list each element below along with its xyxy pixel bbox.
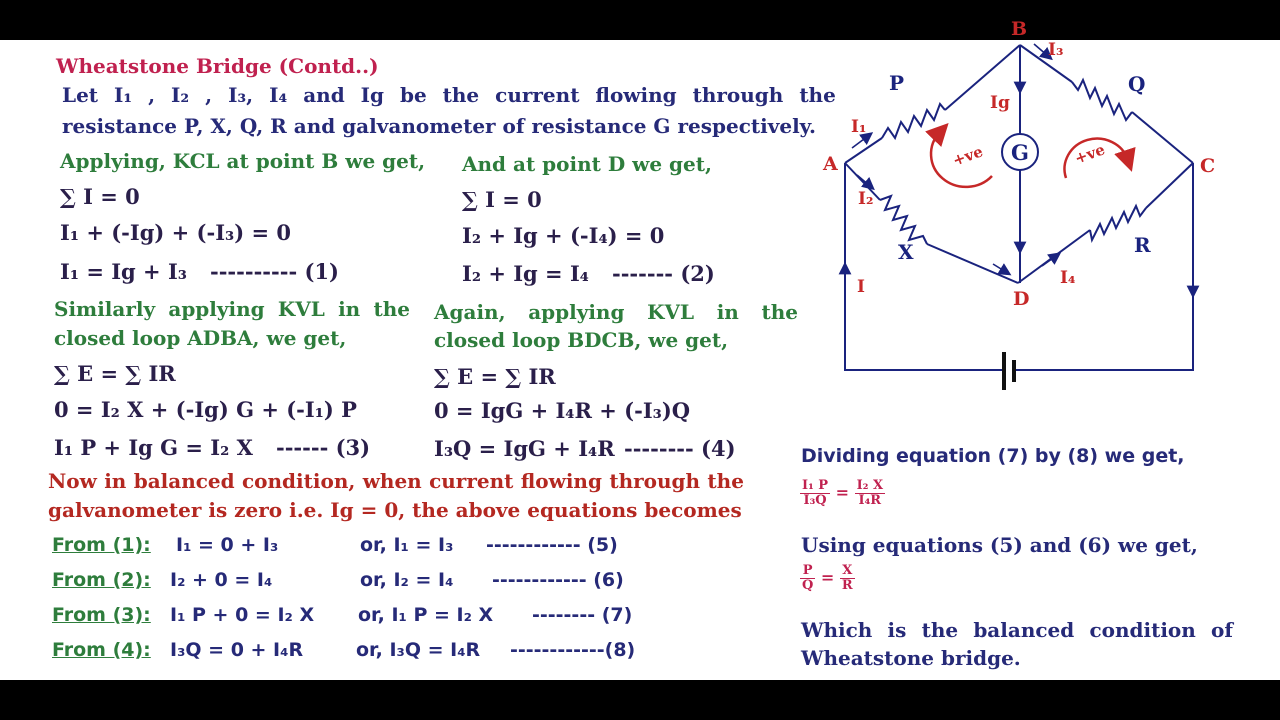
res-x-label: X bbox=[898, 240, 914, 264]
from-eq-2: I₂ + 0 = I₄ bbox=[170, 569, 273, 591]
which-line-2: Wheatstone bridge. bbox=[801, 646, 1021, 670]
balanced-word: Now bbox=[48, 469, 97, 493]
ratio-2-equals: = bbox=[820, 568, 835, 588]
kcl-b-heading: Applying, KCL at point B we get, bbox=[60, 149, 426, 173]
balanced-word: balanced bbox=[133, 469, 235, 493]
heading-word: the bbox=[373, 297, 410, 321]
i3-label: I₃ bbox=[1048, 40, 1064, 60]
left-loop-label: +ve bbox=[950, 142, 986, 170]
which-word: Which bbox=[801, 618, 873, 642]
ratio-2 bbox=[800, 564, 855, 592]
xd-arrow bbox=[993, 264, 1006, 272]
eq-tag-4: -------- (4) bbox=[624, 436, 736, 461]
balanced-word: through bbox=[609, 469, 701, 493]
node-d-label: D bbox=[1013, 288, 1030, 310]
using-text: Using equations (5) and (6) we get, bbox=[801, 533, 1198, 557]
res-q-label: Q bbox=[1128, 72, 1146, 96]
slide bbox=[0, 18, 1280, 680]
ratio-1-num-right: I₂ X bbox=[856, 478, 884, 493]
intro-word: Ig bbox=[360, 83, 384, 107]
node-b-label: B bbox=[1011, 18, 1028, 40]
wire-rc bbox=[1146, 163, 1193, 208]
resistor-q bbox=[1072, 80, 1132, 120]
heading-word: Similarly bbox=[54, 297, 156, 321]
wire-xd bbox=[927, 244, 1018, 283]
galvanometer-label: G bbox=[1011, 140, 1029, 165]
heading-word: the bbox=[761, 300, 798, 324]
intro-word: and bbox=[303, 83, 345, 107]
kvl-bdcb-result: I₃Q = IgG + I₄R bbox=[434, 436, 615, 461]
i4-arrow bbox=[1042, 256, 1056, 266]
from-or-4: or, I₃Q = I₄R bbox=[356, 639, 481, 661]
kcl-b-sum: ∑ I = 0 bbox=[60, 184, 140, 209]
heading-word: applying bbox=[168, 297, 265, 321]
balanced-word: in bbox=[104, 469, 127, 493]
kvl-bdcb-sum: ∑ E = ∑ IR bbox=[434, 364, 556, 389]
from-or-1: or, I₁ = I₃ bbox=[360, 534, 454, 556]
from-or-2: or, I₂ = I₄ bbox=[360, 569, 454, 591]
ratio-1-num-left: I₁ P bbox=[802, 478, 829, 493]
i1-arrow bbox=[852, 136, 868, 148]
kvl-adba-result: I₁ P + Ig G = I₂ X bbox=[54, 435, 253, 460]
kcl-d-equation: I₂ + Ig + (-I₄) = 0 bbox=[462, 223, 665, 248]
intro-word: Let bbox=[62, 83, 99, 107]
from-label-2: From (2): bbox=[52, 569, 151, 591]
balanced-word: when bbox=[362, 469, 422, 493]
eq-tag-5: ------------ (5) bbox=[486, 534, 618, 556]
eq-tag-6: ------------ (6) bbox=[492, 569, 624, 591]
i2-label: I₂ bbox=[858, 189, 874, 209]
i3-arrow bbox=[1034, 44, 1048, 56]
intro-word: I₁ bbox=[114, 83, 133, 107]
ratio-2-num-right: X bbox=[840, 564, 855, 579]
which-word: of bbox=[1211, 618, 1233, 642]
heading-word: in bbox=[338, 297, 361, 321]
kvl-adba-sum: ∑ E = ∑ IR bbox=[54, 361, 176, 386]
intro-word: I₂ bbox=[171, 83, 190, 107]
right-loop-label: +ve bbox=[1072, 140, 1108, 168]
eq-tag-1: ---------- (1) bbox=[210, 259, 339, 284]
i-label: I bbox=[857, 277, 865, 297]
intro-line-2: resistance P, X, Q, R and galvanometer of resistance G respectively. bbox=[62, 114, 816, 138]
intro-word: the bbox=[442, 83, 480, 107]
kvl-bdcb-equation: 0 = IgG + I₄R + (-I₃)Q bbox=[434, 398, 691, 423]
kvl-adba-equation: 0 = I₂ X + (-Ig) G + (-I₁) P bbox=[54, 397, 357, 422]
resistor-x bbox=[880, 196, 927, 244]
heading-word: in bbox=[716, 300, 739, 324]
eq-tag-7: -------- (7) bbox=[532, 604, 633, 626]
ratio-2-num-left: P bbox=[800, 564, 815, 579]
i4-label: I₄ bbox=[1060, 268, 1076, 288]
page-title: Wheatstone Bridge (Contd..) bbox=[56, 54, 379, 78]
from-label-3: From (3): bbox=[52, 604, 151, 626]
from-eq-4: I₃Q = 0 + I₄R bbox=[170, 639, 304, 661]
kcl-b-result: I₁ = Ig + I₃ bbox=[60, 259, 187, 284]
kcl-d-sum: ∑ I = 0 bbox=[462, 187, 542, 212]
which-line-1 bbox=[801, 620, 1233, 640]
eq-tag-3: ------ (3) bbox=[276, 435, 371, 460]
eq-tag-2: ------- (2) bbox=[612, 261, 715, 286]
ratio-2-den-right: R bbox=[841, 577, 853, 593]
balanced-line-2: galvanometer is zero i.e. Ig = 0, the above equations becomes bbox=[48, 498, 742, 522]
heading-word: applying bbox=[528, 300, 625, 324]
ratio-1 bbox=[800, 479, 885, 507]
wheatstone-circuit bbox=[820, 18, 1240, 440]
from-label-4: From (4): bbox=[52, 639, 151, 661]
eq-tag-8: ------------(8) bbox=[510, 639, 636, 661]
kvl-adba-heading bbox=[54, 299, 410, 319]
intro-word: I₃, bbox=[228, 83, 254, 107]
which-word: is bbox=[887, 618, 907, 642]
wire-bq bbox=[1020, 45, 1072, 82]
from-eq-1: I₁ = 0 + I₃ bbox=[176, 534, 279, 556]
node-a-label: A bbox=[823, 153, 838, 175]
ratio-1-den-right: I₄R bbox=[858, 492, 882, 508]
node-c-label: C bbox=[1200, 155, 1216, 177]
kvl-bdcb-heading bbox=[434, 302, 798, 322]
intro-line-1 bbox=[62, 85, 836, 105]
from-or-3: or, I₁ P = I₂ X bbox=[358, 604, 494, 626]
heading-word: KVL bbox=[277, 297, 325, 321]
intro-word: , bbox=[148, 83, 156, 107]
kcl-d-heading: And at point D we get, bbox=[462, 152, 712, 176]
intro-word: the bbox=[799, 83, 836, 107]
balanced-word: current bbox=[429, 469, 514, 493]
from-label-1: From (1): bbox=[52, 534, 151, 556]
heading-word: Again, bbox=[434, 300, 506, 324]
i1-label: I₁ bbox=[851, 117, 867, 137]
dividing-text: Dividing equation (7) by (8) we get, bbox=[801, 445, 1185, 467]
from-eq-3: I₁ P + 0 = I₂ X bbox=[170, 604, 315, 626]
kcl-d-result: I₂ + Ig = I₄ bbox=[462, 261, 589, 286]
heading-word: KVL bbox=[647, 300, 695, 324]
i2-arrow bbox=[857, 175, 870, 186]
intro-word: , bbox=[205, 83, 213, 107]
balanced-word: condition, bbox=[242, 469, 356, 493]
kvl-bdcb-heading-2: closed loop BDCB, we get, bbox=[434, 328, 729, 352]
intro-word: be bbox=[399, 83, 427, 107]
kcl-b-equation: I₁ + (-Ig) + (-I₃) = 0 bbox=[60, 220, 291, 245]
intro-word: current bbox=[495, 83, 580, 107]
wire-qc bbox=[1132, 112, 1193, 163]
intro-word: through bbox=[692, 83, 784, 107]
which-word: the bbox=[921, 618, 959, 642]
which-word: condition bbox=[1089, 618, 1196, 642]
ratio-1-den-left: I₃Q bbox=[803, 492, 827, 508]
wire-ab bbox=[845, 138, 882, 163]
intro-word: flowing bbox=[595, 83, 677, 107]
intro-word: I₄ bbox=[269, 83, 288, 107]
ratio-1-equals: = bbox=[835, 483, 850, 503]
balanced-word: the bbox=[707, 469, 744, 493]
ratio-2-den-left: Q bbox=[802, 577, 814, 593]
resistor-p bbox=[882, 104, 945, 138]
res-p-label: P bbox=[889, 71, 905, 95]
kvl-adba-heading-2: closed loop ADBA, we get, bbox=[54, 326, 347, 350]
ig-label: Ig bbox=[990, 93, 1010, 113]
balanced-line-1 bbox=[48, 471, 744, 491]
res-r-label: R bbox=[1134, 233, 1151, 257]
balanced-word: flowing bbox=[520, 469, 602, 493]
which-word: balanced bbox=[973, 618, 1075, 642]
